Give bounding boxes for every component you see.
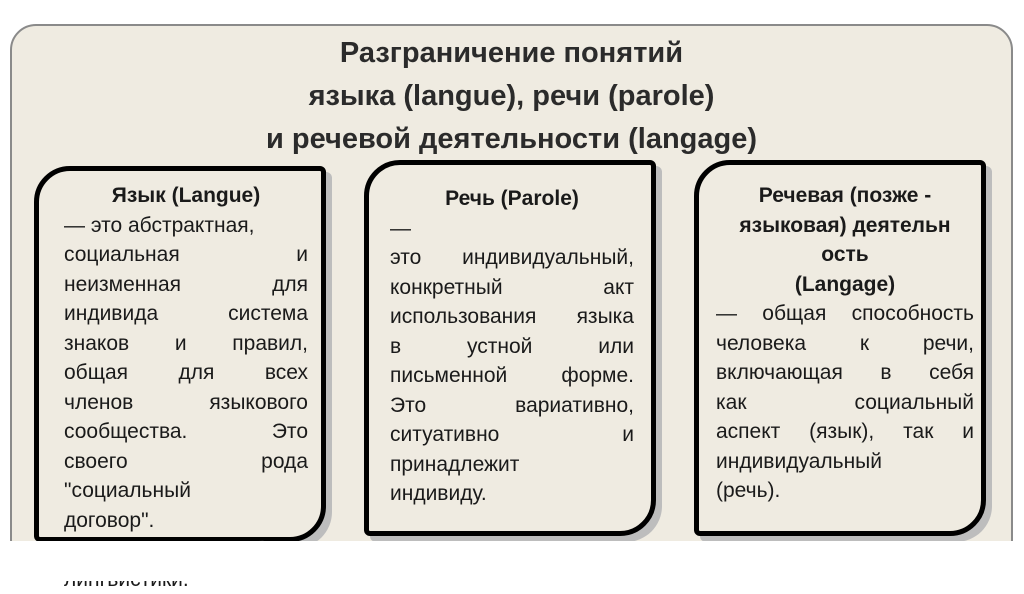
card-text-line: индивидуальный — [716, 447, 974, 477]
card-text-line: использования языка — [390, 302, 634, 332]
card-text-line: "социальный — [64, 476, 308, 506]
card-text-line: конкретный акт — [390, 273, 634, 303]
card-text-line: ситуативно и — [390, 420, 634, 450]
card-text-line: аспект (язык), так и — [716, 417, 974, 447]
slide-title — [12, 32, 1011, 161]
card-heading-line: языковая) деятельн — [716, 211, 974, 241]
card-langue-text — [64, 211, 308, 594]
card-text-line: своего рода — [64, 447, 308, 477]
card-langage-body — [716, 181, 974, 506]
card-text-line: договор". — [64, 506, 308, 536]
card-langue-heading: Язык (Langue) — [64, 181, 308, 211]
card-heading-line: (Langage) — [716, 270, 974, 300]
card-text-line: — — [390, 214, 634, 244]
card-langage-heading — [716, 181, 974, 299]
card-langage-text — [716, 299, 974, 506]
card-text-line: членов языкового — [64, 388, 308, 418]
card-parole-heading: Речь (Parole) — [390, 184, 634, 214]
title-line-1: Разграничение понятий — [12, 32, 1011, 75]
card-parole-text — [390, 214, 634, 509]
card-text-line: принадлежит — [390, 450, 634, 480]
card-heading-line: Речевая (позже - — [716, 181, 974, 211]
card-text-line: общая для всех — [64, 358, 308, 388]
card-text-line: сообщества. Это — [64, 417, 308, 447]
card-text-line: социальная и — [64, 240, 308, 270]
card-text-line: — общая способность — [716, 299, 974, 329]
title-line-2: языка (langue), речи (parole) — [12, 75, 1011, 118]
card-heading-line: ость — [716, 240, 974, 270]
card-text-line: индивиду. — [390, 479, 634, 509]
card-text-line: (речь). — [716, 476, 974, 506]
card-text-line: как социальный — [716, 388, 974, 418]
card-langue-body — [64, 181, 308, 594]
card-text-line: индивида система — [64, 299, 308, 329]
card-text-line: неизменная для — [64, 270, 308, 300]
card-text-line: знаков и правил, — [64, 329, 308, 359]
title-line-3: и речевой деятельности (langage) — [12, 118, 1011, 161]
card-text-line: письменной форме. — [390, 361, 634, 391]
card-text-line: включающая в себя — [716, 358, 974, 388]
page-bottom-margin — [0, 541, 1024, 581]
card-text-line: — это абстрактная, — [64, 211, 308, 241]
card-text-line: человека к речи, — [716, 329, 974, 359]
card-text-line: Это вариативно, — [390, 391, 634, 421]
card-text-line: это индивидуальный, — [390, 243, 634, 273]
card-parole-body — [390, 184, 634, 509]
card-text-line: в устной или — [390, 332, 634, 362]
